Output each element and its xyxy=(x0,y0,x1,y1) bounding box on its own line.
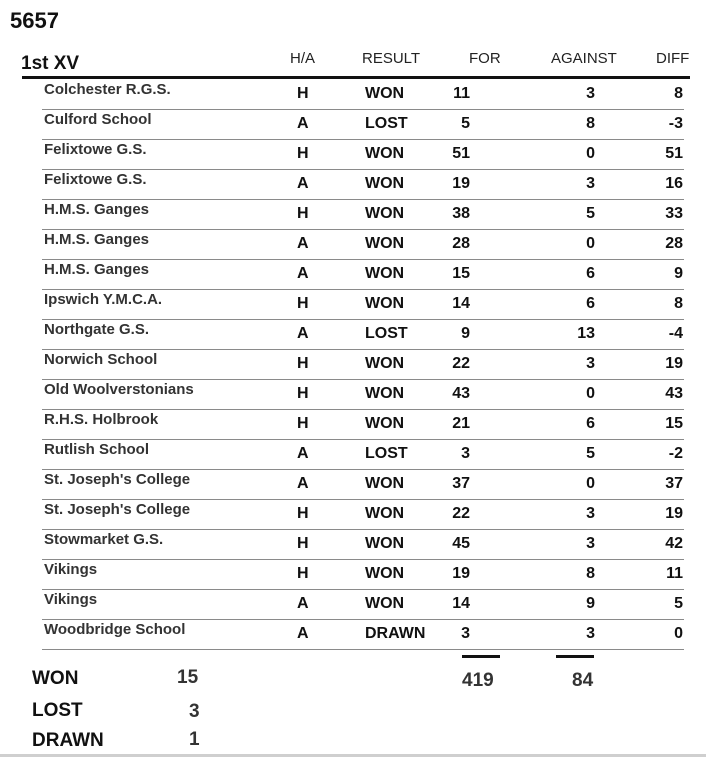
home-away: H xyxy=(297,85,309,102)
home-away: H xyxy=(297,385,309,402)
home-away: H xyxy=(297,415,309,432)
points-against: 0 xyxy=(586,235,595,252)
header-diff: DIFF xyxy=(656,50,690,67)
table-row xyxy=(0,560,706,590)
points-diff: -3 xyxy=(668,115,683,132)
opponent-name: Old Woolverstonians xyxy=(44,381,194,398)
result: LOST xyxy=(365,325,408,342)
points-diff: 11 xyxy=(666,565,683,582)
result: WON xyxy=(365,595,405,612)
points-against: 0 xyxy=(586,385,595,402)
result: WON xyxy=(365,265,405,282)
home-away: A xyxy=(297,175,309,192)
result: WON xyxy=(365,475,405,492)
drawn-count: 1 xyxy=(189,729,200,750)
home-away: H xyxy=(297,295,309,312)
result: WON xyxy=(365,145,405,162)
lost-count: 3 xyxy=(189,701,200,722)
table-row xyxy=(0,530,706,560)
points-for: 28 xyxy=(452,235,470,252)
points-against: 6 xyxy=(586,415,595,432)
drawn-label: DRAWN xyxy=(32,730,104,751)
table-row xyxy=(0,80,706,110)
result: LOST xyxy=(365,445,408,462)
points-diff: 8 xyxy=(674,85,683,102)
opponent-name: Stowmarket G.S. xyxy=(44,531,164,548)
points-diff: 37 xyxy=(665,475,683,492)
result: WON xyxy=(365,355,405,372)
points-for: 11 xyxy=(453,85,470,102)
table-row xyxy=(0,200,706,230)
points-diff: 51 xyxy=(665,145,683,162)
table-row xyxy=(0,140,706,170)
opponent-name: Felixtowe G.S. xyxy=(44,141,147,158)
points-for: 43 xyxy=(452,385,470,402)
against-total-rule xyxy=(556,655,594,658)
home-away: A xyxy=(297,115,309,132)
home-away: A xyxy=(297,265,309,282)
result: WON xyxy=(365,295,405,312)
points-diff: 5 xyxy=(674,595,683,612)
points-diff: 8 xyxy=(674,295,683,312)
points-for: 5 xyxy=(461,115,470,132)
points-against: 3 xyxy=(586,355,595,372)
table-row xyxy=(0,620,706,650)
points-against: 8 xyxy=(586,565,595,582)
table-row xyxy=(0,320,706,350)
result: DRAWN xyxy=(365,625,426,642)
for-total-rule xyxy=(462,655,500,658)
lost-label: LOST xyxy=(32,700,83,721)
points-for: 15 xyxy=(452,265,470,282)
table-row xyxy=(0,290,706,320)
points-against: 3 xyxy=(586,175,595,192)
points-for: 21 xyxy=(452,415,470,432)
table-row xyxy=(0,260,706,290)
points-diff: 16 xyxy=(665,175,683,192)
opponent-name: H.M.S. Ganges xyxy=(44,201,150,218)
table-row xyxy=(0,110,706,140)
points-for: 51 xyxy=(452,145,470,162)
result: WON xyxy=(365,205,405,222)
points-against: 3 xyxy=(586,625,595,642)
home-away: A xyxy=(297,475,309,492)
points-for: 9 xyxy=(461,325,470,342)
home-away: A xyxy=(297,325,309,342)
table-row xyxy=(0,170,706,200)
row-divider xyxy=(42,649,684,650)
document-id: 5657 xyxy=(10,8,59,33)
points-diff: 15 xyxy=(665,415,683,432)
table-row xyxy=(0,440,706,470)
points-against: 3 xyxy=(586,505,595,522)
opponent-name: Woodbridge School xyxy=(44,621,186,638)
table-row xyxy=(0,350,706,380)
opponent-name: Felixtowe G.S. xyxy=(44,171,147,188)
points-for: 19 xyxy=(452,175,470,192)
opponent-name: Rutlish School xyxy=(44,441,149,458)
team-title: 1st XV xyxy=(21,53,80,74)
opponent-name: H.M.S. Ganges xyxy=(44,231,150,248)
points-against: 8 xyxy=(586,115,595,132)
points-for: 14 xyxy=(452,595,470,612)
home-away: A xyxy=(297,595,309,612)
result: WON xyxy=(365,505,405,522)
points-for: 37 xyxy=(452,475,470,492)
points-for: 3 xyxy=(461,625,470,642)
points-for: 3 xyxy=(461,445,470,462)
result: WON xyxy=(365,235,405,252)
points-against: 5 xyxy=(586,445,595,462)
result: WON xyxy=(365,565,405,582)
points-against: 0 xyxy=(586,145,595,162)
opponent-name: St. Joseph's College xyxy=(44,501,191,518)
opponent-name: R.H.S. Holbrook xyxy=(44,411,159,428)
points-diff: 33 xyxy=(665,205,683,222)
opponent-name: Ipswich Y.M.C.A. xyxy=(44,291,163,308)
opponent-name: Northgate G.S. xyxy=(44,321,150,338)
page-bottom-rule xyxy=(0,754,706,757)
won-count: 15 xyxy=(177,667,199,688)
home-away: H xyxy=(297,145,309,162)
result: WON xyxy=(365,385,405,402)
opponent-name: H.M.S. Ganges xyxy=(44,261,150,278)
home-away: H xyxy=(297,505,309,522)
home-away: H xyxy=(297,565,309,582)
table-row xyxy=(0,380,706,410)
home-away: H xyxy=(297,355,309,372)
header-rule xyxy=(22,76,690,79)
opponent-name: Vikings xyxy=(44,591,98,608)
points-for: 22 xyxy=(452,505,470,522)
points-diff: -2 xyxy=(668,445,683,462)
home-away: H xyxy=(297,535,309,552)
header-home-away: H/A xyxy=(290,50,316,67)
home-away: A xyxy=(297,625,309,642)
opponent-name: Culford School xyxy=(44,111,152,128)
against-total: 84 xyxy=(572,670,594,691)
table-row xyxy=(0,590,706,620)
result: LOST xyxy=(365,115,408,132)
table-row xyxy=(0,470,706,500)
points-against: 5 xyxy=(586,205,595,222)
home-away: H xyxy=(297,205,309,222)
result: WON xyxy=(365,415,405,432)
home-away: A xyxy=(297,445,309,462)
points-against: 6 xyxy=(586,265,595,282)
points-diff: 0 xyxy=(674,625,683,642)
opponent-name: St. Joseph's College xyxy=(44,471,191,488)
home-away: A xyxy=(297,235,309,252)
table-row xyxy=(0,500,706,530)
points-against: 0 xyxy=(586,475,595,492)
opponent-name: Colchester R.G.S. xyxy=(44,81,171,98)
points-diff: 43 xyxy=(665,385,683,402)
points-diff: 9 xyxy=(674,265,683,282)
points-against: 13 xyxy=(577,325,595,342)
points-diff: 19 xyxy=(665,355,683,372)
points-for: 38 xyxy=(452,205,470,222)
header-for: FOR xyxy=(469,50,501,67)
result: WON xyxy=(365,85,405,102)
points-for: 14 xyxy=(452,295,470,312)
points-diff: 42 xyxy=(665,535,683,552)
result: WON xyxy=(365,535,405,552)
result: WON xyxy=(365,175,405,192)
points-against: 3 xyxy=(586,535,595,552)
for-total: 419 xyxy=(462,670,494,691)
opponent-name: Vikings xyxy=(44,561,98,578)
header-result: RESULT xyxy=(362,50,421,67)
points-for: 19 xyxy=(452,565,470,582)
points-against: 3 xyxy=(586,85,595,102)
table-row xyxy=(0,410,706,440)
points-for: 22 xyxy=(452,355,470,372)
opponent-name: Norwich School xyxy=(44,351,158,368)
points-against: 9 xyxy=(586,595,595,612)
points-against: 6 xyxy=(586,295,595,312)
points-for: 45 xyxy=(452,535,470,552)
table-row xyxy=(0,230,706,260)
points-diff: -4 xyxy=(668,325,683,342)
points-diff: 28 xyxy=(665,235,683,252)
points-diff: 19 xyxy=(665,505,683,522)
won-label: WON xyxy=(32,668,79,689)
header-against: AGAINST xyxy=(551,50,617,67)
